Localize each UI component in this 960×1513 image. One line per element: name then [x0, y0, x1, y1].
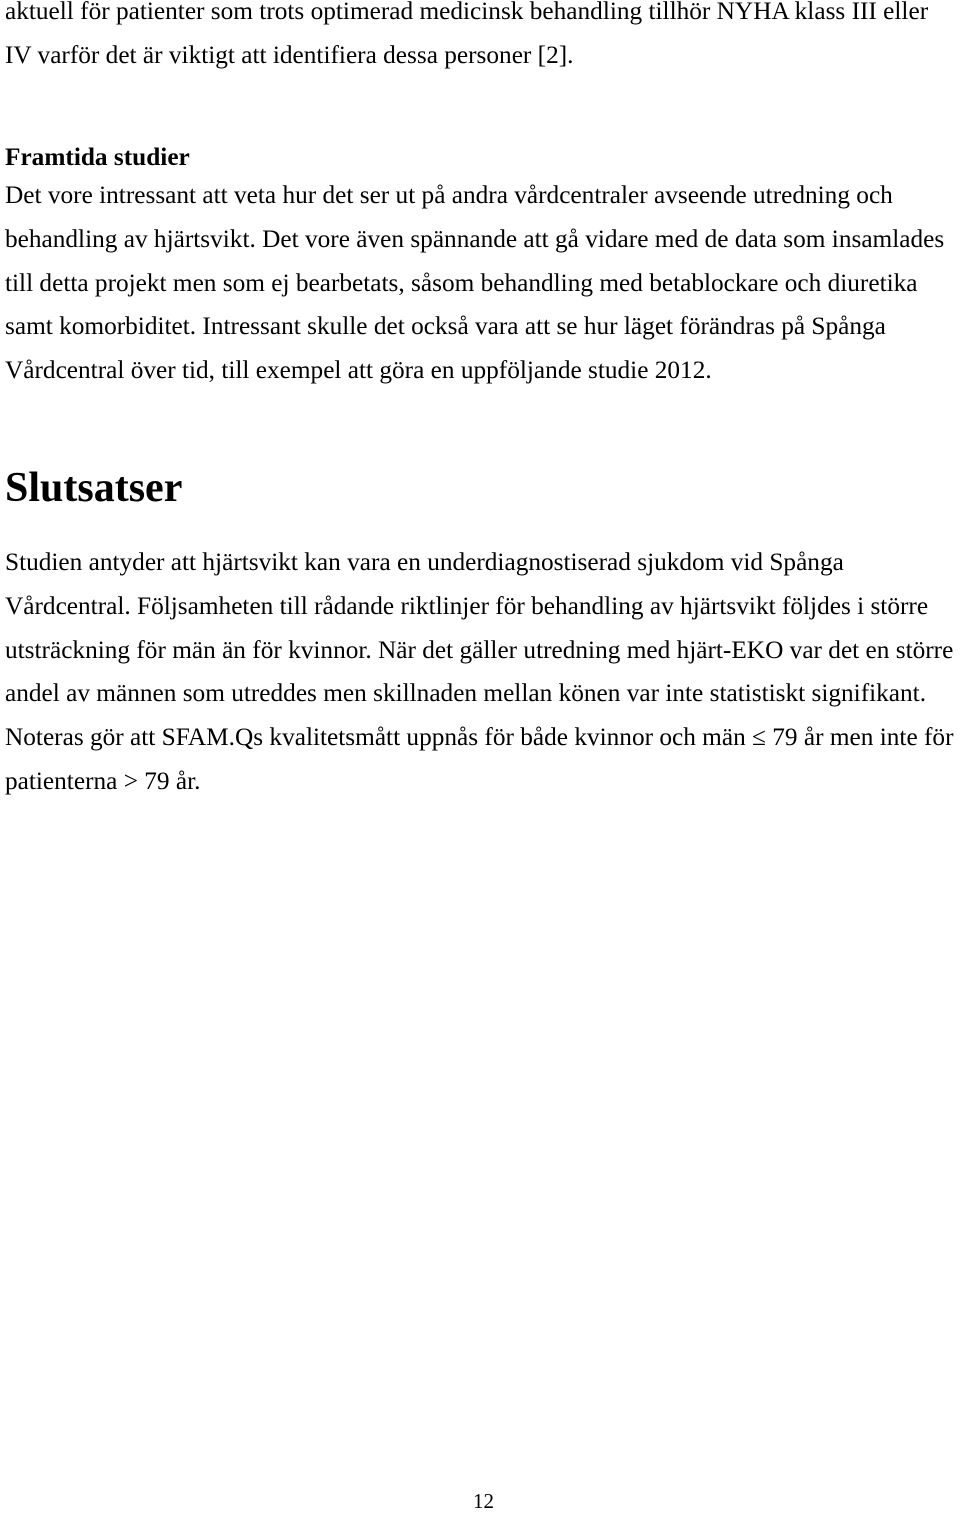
text-line: till detta projekt men som ej bearbetats, såsom behandling med betablockare och diuretika [5, 268, 918, 297]
paragraph-conclusions [5, 541, 954, 804]
text-line: Studien antyder att hjärtsvikt kan vara en underdiagnostiserad sjukdom vid Spånga [5, 548, 844, 576]
chapter-heading: Slutsatser [5, 465, 183, 511]
text-line: andel av männen som utreddes men skillnaden mellan könen var inte statistiskt signifikant. [5, 679, 927, 708]
paragraph-intro [5, 0, 928, 78]
text-line: Det vore intressant att veta hur det ser ut på andra vårdcentraler avseende utredning och [5, 181, 893, 209]
text-line: behandling av hjärtsvikt. Det vore även spännande att gå vidare med de data som insamlades [5, 224, 945, 253]
text-line: IV varför det är viktigt att identifiera dessa personer [2]. [5, 40, 574, 69]
section-heading: Framtida studier [5, 143, 190, 171]
text-line: Noteras gör att SFAM.Qs kvalitetsmått uppnås för både kvinnor och män ≤ 79 år men inte för [5, 723, 954, 752]
text-line: patienterna > 79 år. [5, 766, 201, 795]
paragraph-future-studies [5, 174, 944, 393]
text-line: Vårdcentral över tid, till exempel att göra en uppföljande studie 2012. [5, 356, 712, 385]
text-line: aktuell för patienter som trots optimerad medicinsk behandling tillhör NYHA klass III eller [5, 0, 929, 25]
text-line: utsträckning för män än för kvinnor. När det gäller utredning med hjärt-EKO var det en större [5, 635, 954, 664]
page-number: 12 [473, 1489, 494, 1513]
text-line: Vårdcentral. Följsamheten till rådande riktlinjer för behandling av hjärtsvikt följdes i större [5, 591, 929, 620]
text-line: samt komorbiditet. Intressant skulle det också vara att se hur läget förändras på Spånga [5, 312, 886, 341]
